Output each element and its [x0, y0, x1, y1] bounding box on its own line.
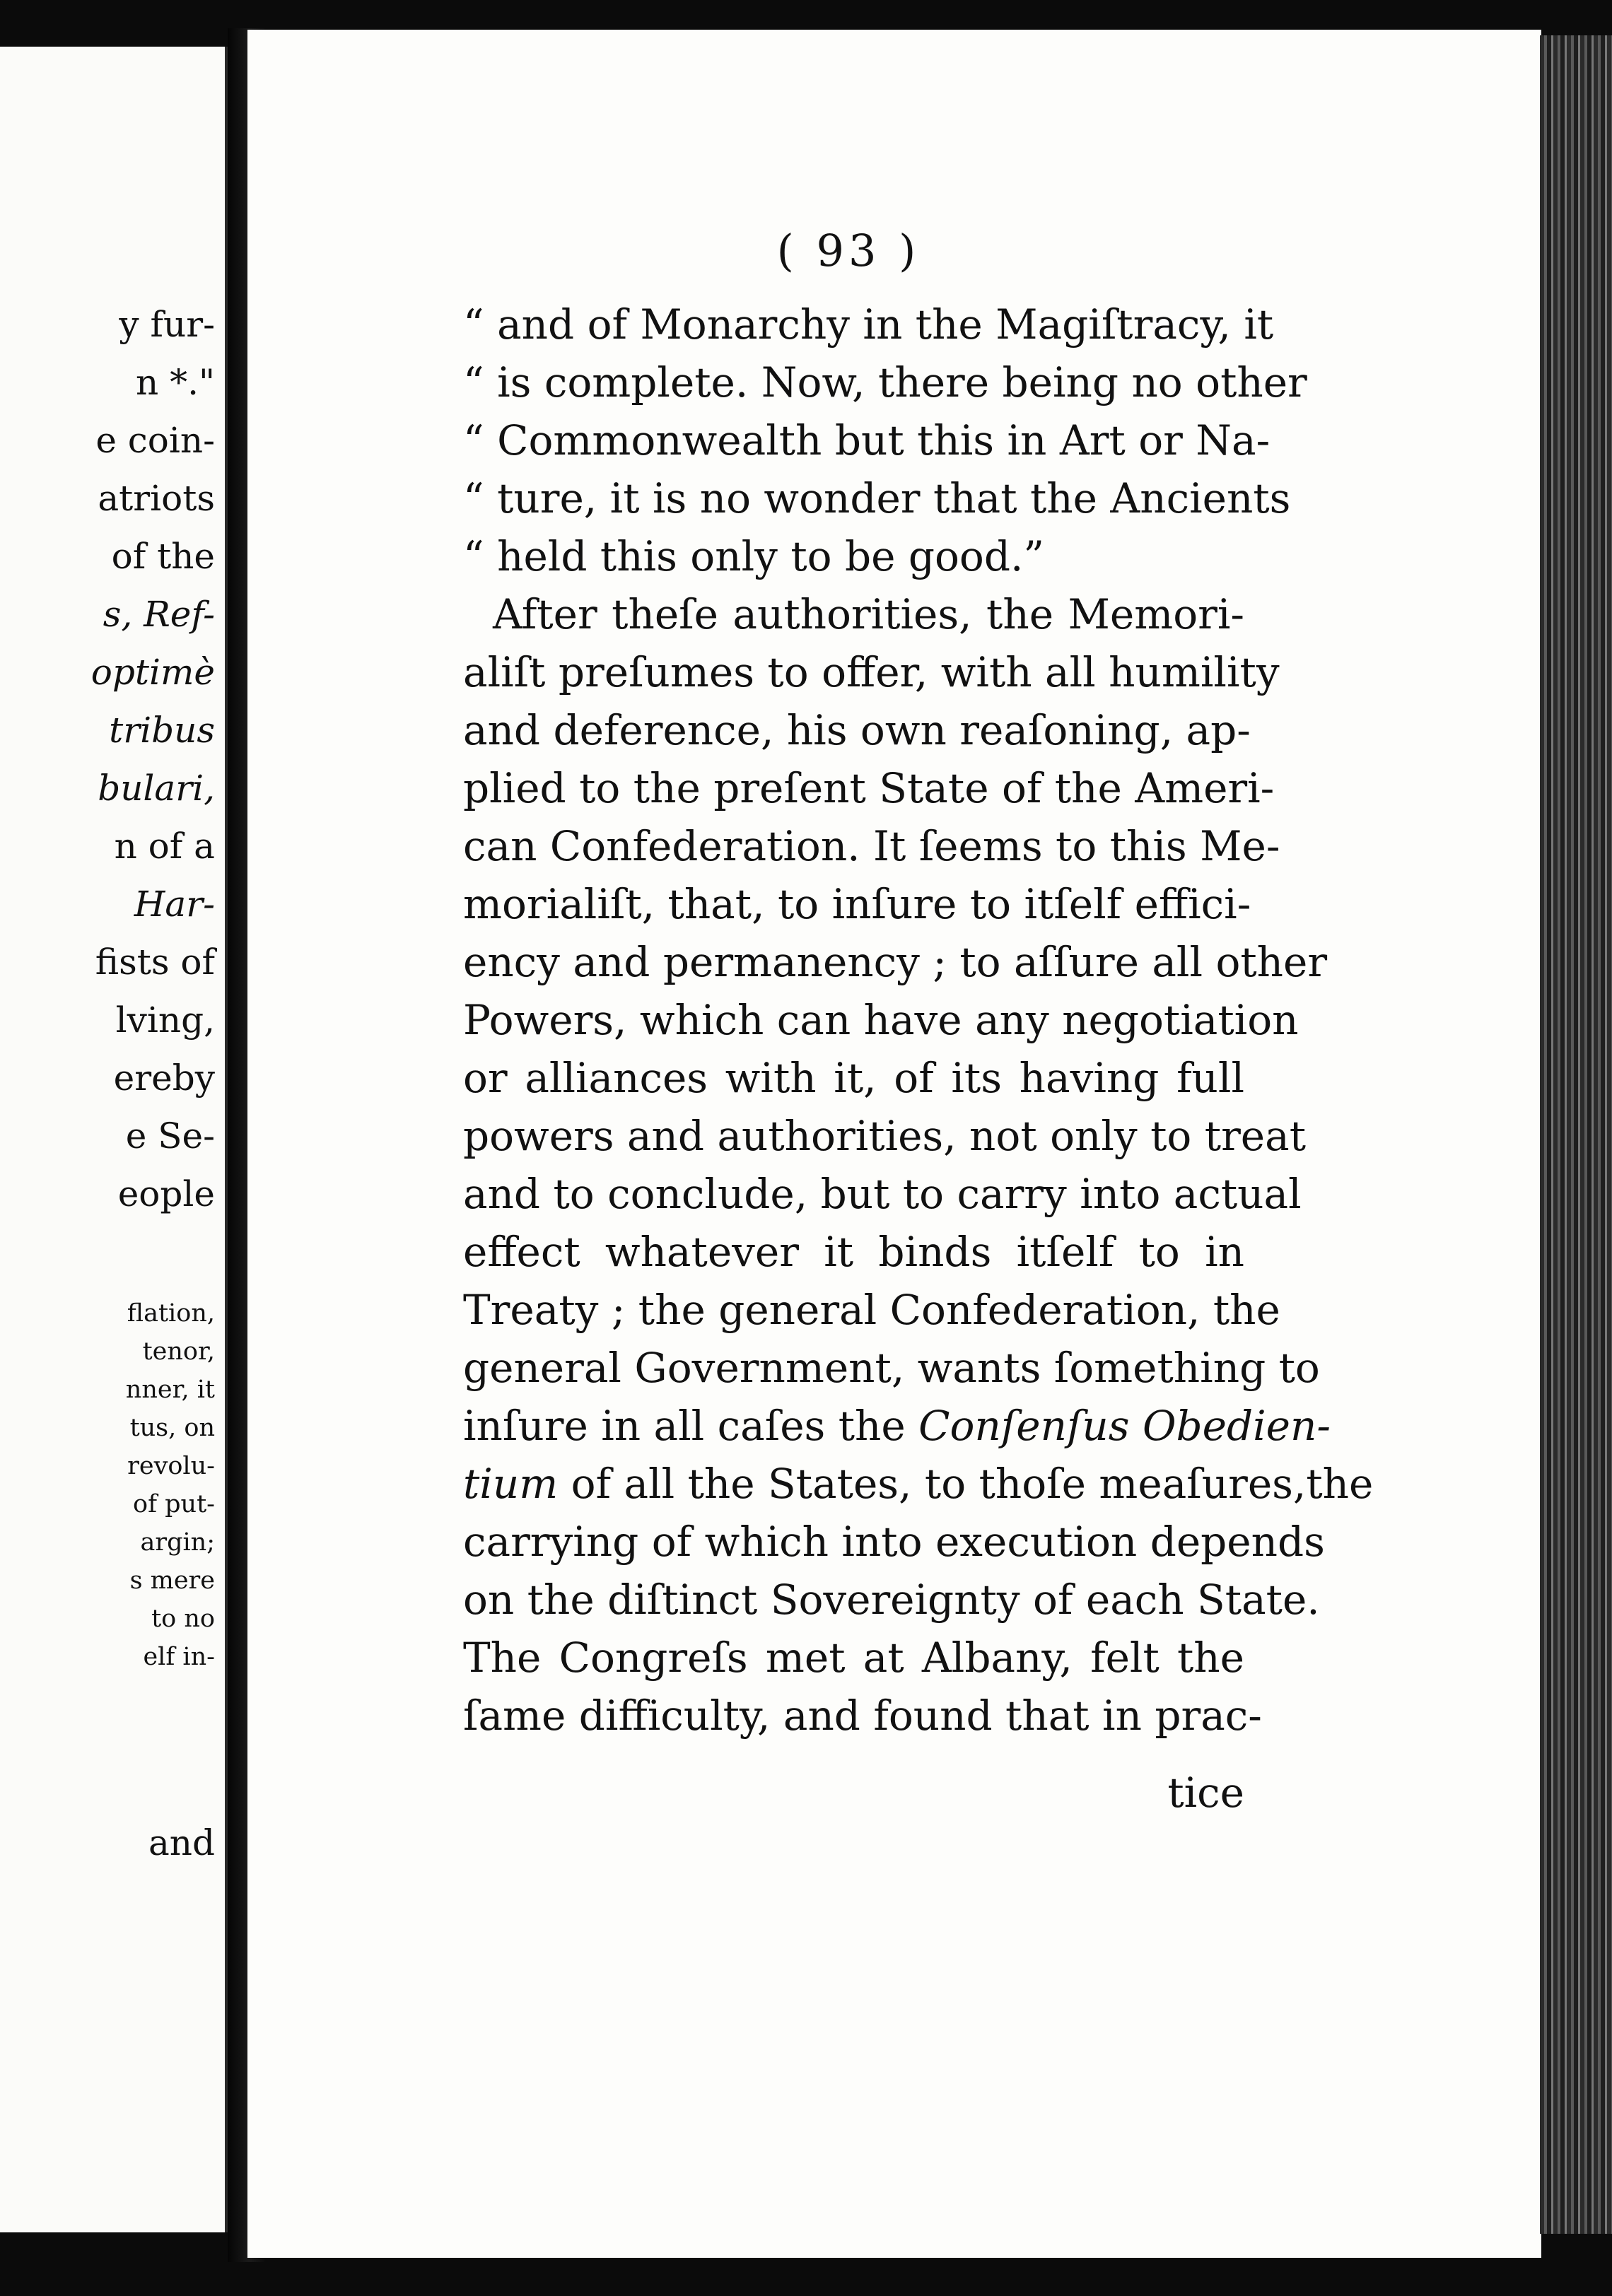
left-note-line: tenor,	[142, 1337, 215, 1366]
text-line: effect whatever it binds itſelf to in	[463, 1228, 1244, 1276]
left-note-line: flation,	[127, 1299, 215, 1328]
text-line: “ is complete. Now, there being no other	[463, 358, 1307, 406]
left-text-line: Har-	[134, 884, 215, 925]
text-line: Treaty ; the general Confederation, the	[463, 1286, 1280, 1334]
facing-page-left	[0, 47, 228, 2232]
italic-text-segment: tium	[463, 1460, 559, 1508]
text-line: plied to the preſent State of the Ameri-	[463, 764, 1275, 812]
left-note-line: nner, it	[125, 1376, 215, 1404]
text-line: general Government, wants ſomething to	[463, 1344, 1320, 1392]
text-segment: of all the States, to thoſe meaſures,the	[571, 1460, 1374, 1508]
text-line: or alliances with it, of its having full	[463, 1054, 1244, 1102]
text-line-mixed	[463, 1459, 1374, 1509]
left-text-line: of the	[111, 536, 215, 577]
left-note-line: of put-	[133, 1490, 215, 1518]
left-text-line: lving,	[115, 1000, 215, 1041]
left-text-line: e Se-	[125, 1115, 215, 1156]
left-text-line: ereby	[113, 1058, 215, 1099]
text-line: and deference, his own reaſoning, ap-	[463, 706, 1251, 754]
left-note-line: revolu-	[127, 1452, 215, 1480]
text-line: and to conclude, but to carry into actual	[463, 1170, 1302, 1218]
left-text-line: bulari,	[98, 768, 215, 809]
text-line: can Confederation. It ſeems to this Me-	[463, 822, 1280, 870]
text-line: “ and of Monarchy in the Magiſtracy, it	[463, 300, 1274, 348]
left-text-line: e coin-	[95, 420, 215, 461]
left-text-line: optimè	[90, 652, 215, 693]
left-catchword: and	[148, 1822, 215, 1863]
text-line: The Congreſs met at Albany, felt the	[463, 1634, 1244, 1682]
text-line: After theſe authorities, the Memori-	[493, 590, 1244, 638]
text-line: on the diſtinct Sovereignty of each State.	[463, 1576, 1320, 1624]
text-line: “ ture, it is no wonder that the Ancients	[463, 474, 1291, 522]
left-text-line: n *."	[136, 362, 215, 403]
text-line: ency and permanency ; to aſſure all other	[463, 938, 1328, 986]
page-number: ( 93 )	[776, 225, 921, 276]
left-note-line: tus, on	[129, 1414, 215, 1442]
left-text-line: y fur-	[119, 304, 215, 345]
text-line: powers and authorities, not only to treat	[463, 1112, 1307, 1160]
left-text-line: fists of	[95, 942, 215, 983]
text-line: ſame difficulty, and found that in prac-	[463, 1692, 1262, 1740]
text-line: carrying of which into execution depends	[463, 1518, 1325, 1566]
text-line: Powers, which can have any negotiation	[463, 996, 1299, 1044]
text-line: “ held this only to be good.”	[463, 532, 1045, 580]
left-text-line: eople	[117, 1173, 215, 1214]
text-line: “ Commonwealth but this in Art or Na-	[463, 416, 1271, 464]
left-note-line: argin;	[140, 1528, 215, 1557]
left-note-line: to no	[151, 1605, 215, 1633]
text-line-mixed	[463, 1401, 1331, 1451]
left-text-line: n of a	[114, 826, 215, 867]
italic-text-segment: Conſenſus Obedien-	[918, 1402, 1331, 1450]
text-line: morialiſt, that, to inſure to itſelf effici-	[463, 880, 1251, 928]
left-text-line: s, Ref-	[103, 594, 215, 635]
text-segment: inſure in all caſes the	[463, 1402, 906, 1450]
left-text-line: atriots	[98, 478, 215, 519]
page-edge-stack	[1540, 35, 1612, 2234]
left-note-line: elf in-	[143, 1643, 215, 1671]
left-note-line: s mere	[129, 1566, 215, 1595]
catchword: tice	[1167, 1769, 1244, 1817]
text-line: aliſt preſumes to offer, with all humility	[463, 648, 1280, 696]
left-text-line: tribus	[109, 710, 215, 751]
